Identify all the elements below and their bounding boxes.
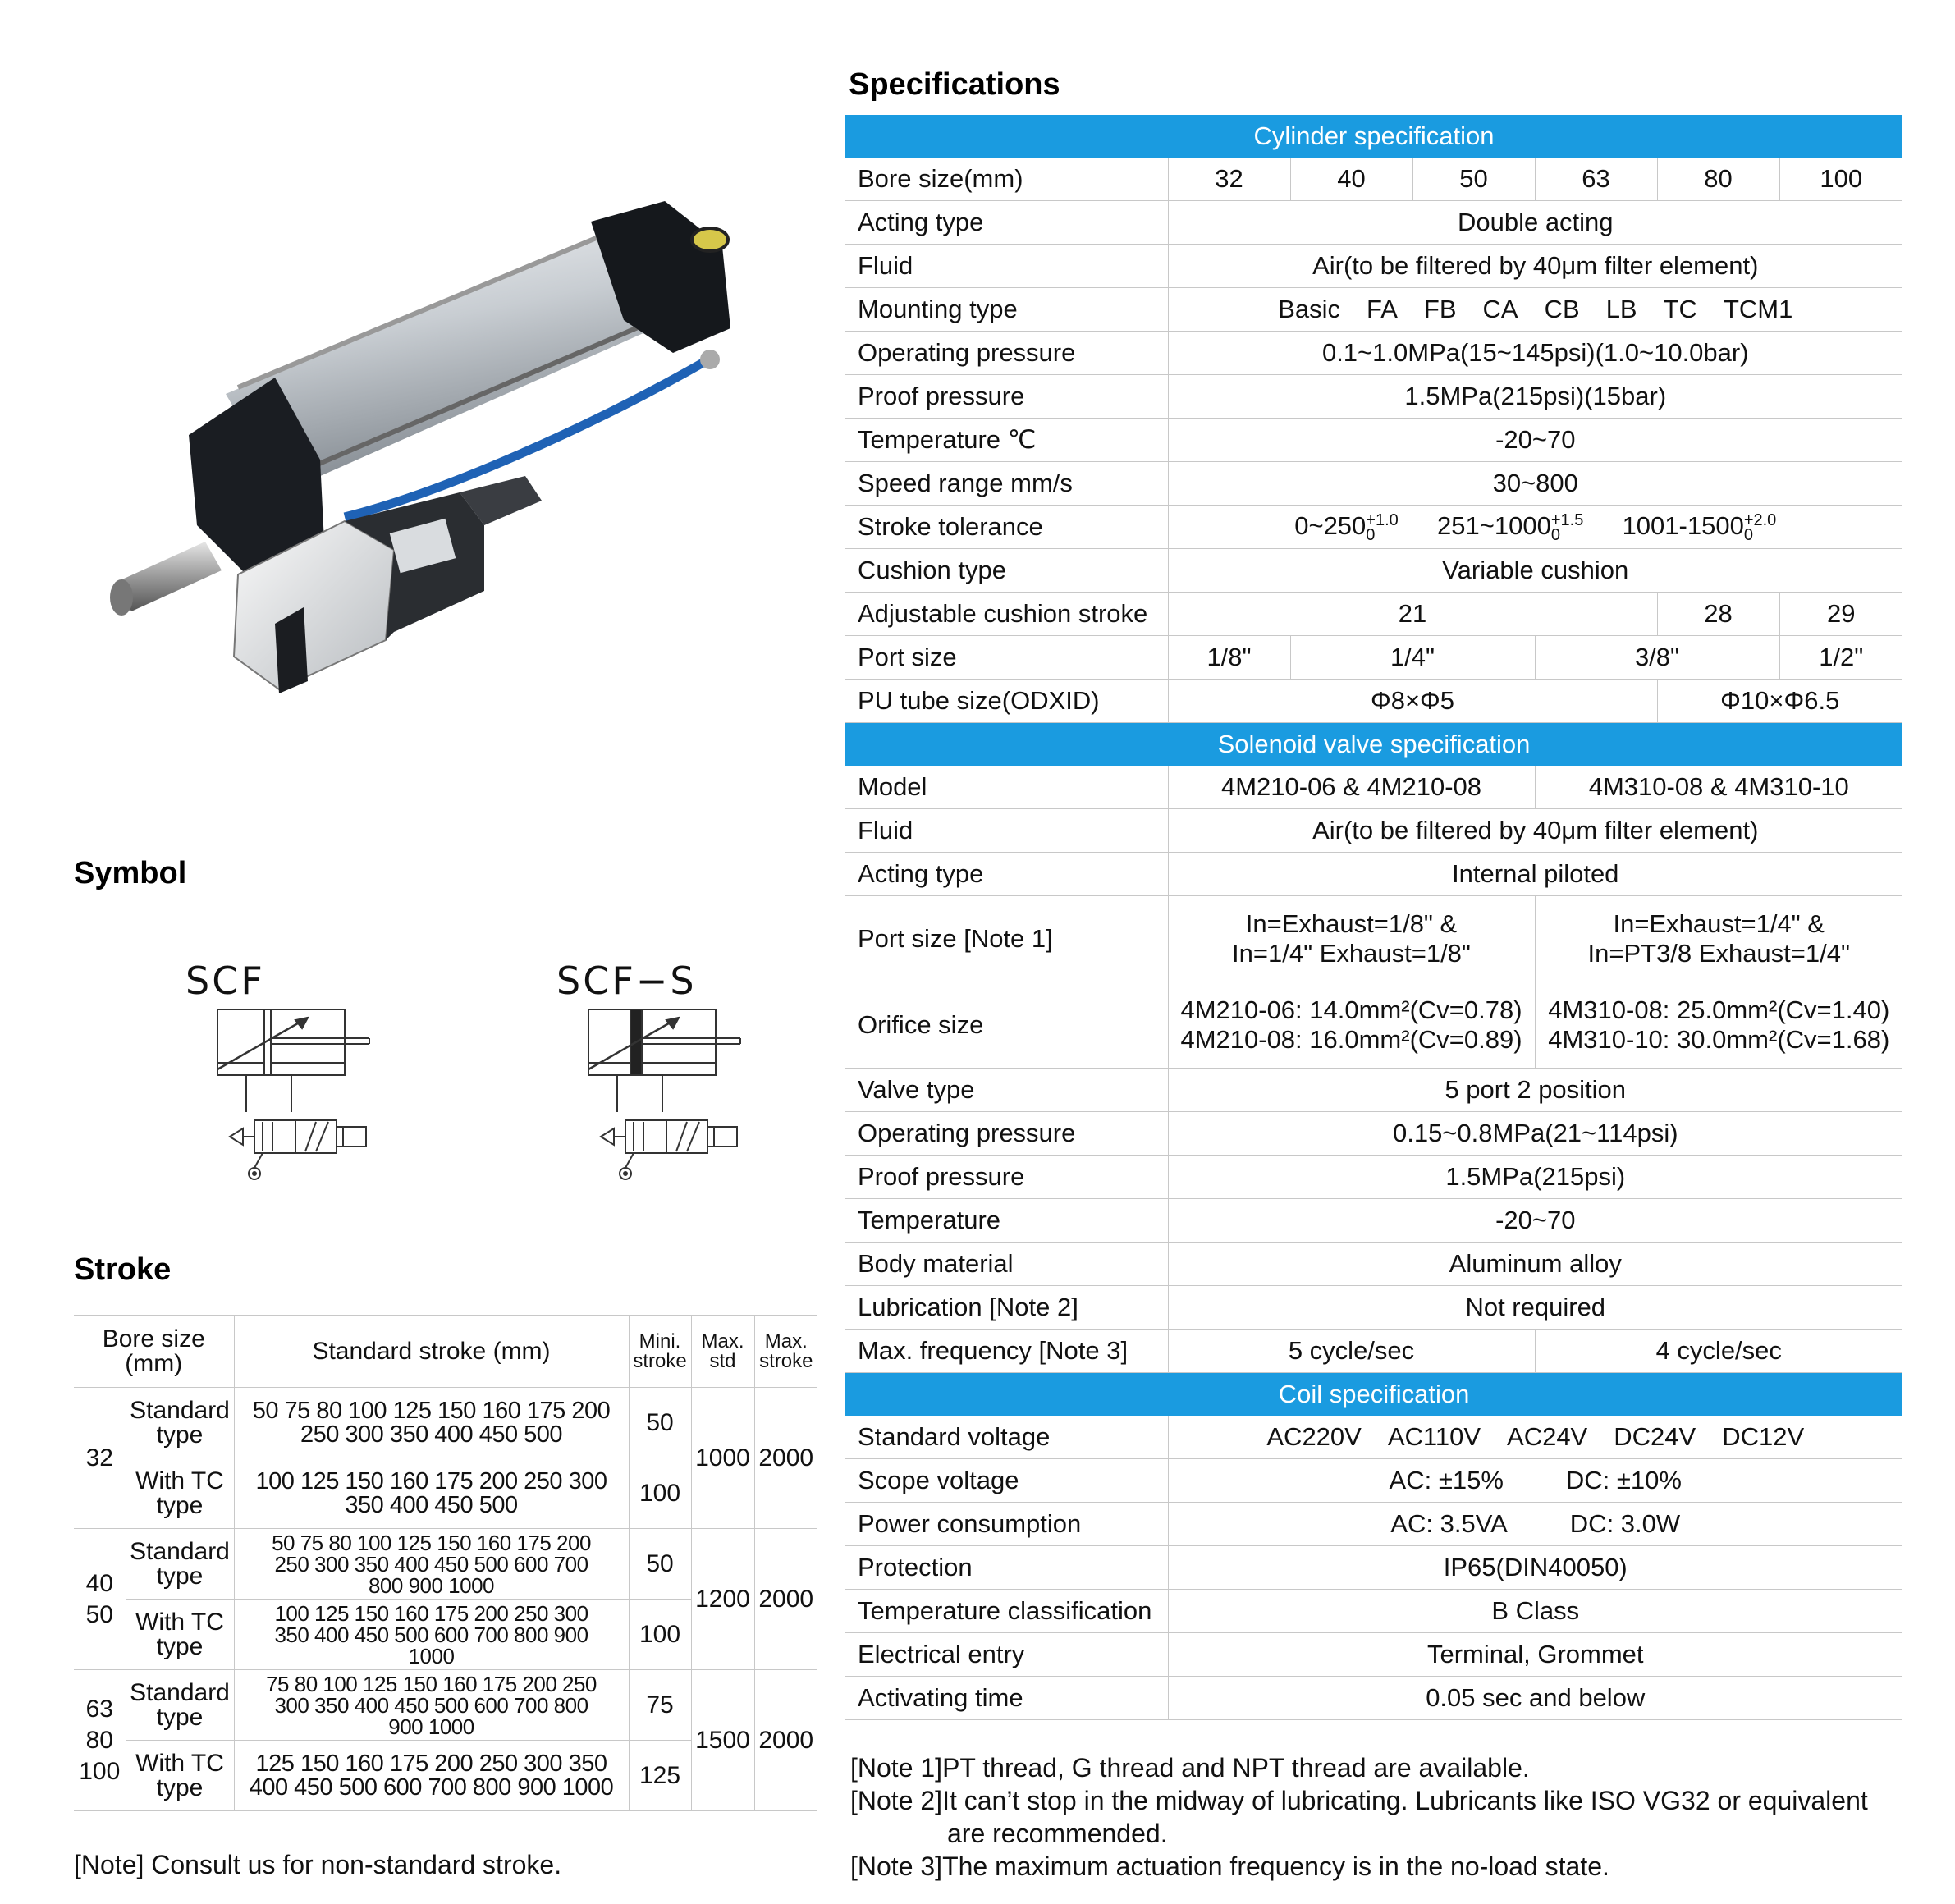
body-material-row: Body material Aluminum alloy — [845, 1243, 1902, 1286]
stroke-heading: Stroke — [74, 1252, 172, 1287]
scope-voltage-row: Scope voltage AC: ±15% DC: ±10% — [845, 1459, 1902, 1503]
model-row: Model 4M210-06 & 4M210-08 4M310-08 & 4M310-10 — [845, 766, 1902, 809]
lubrication-row: Lubrication [Note 2] Not required — [845, 1286, 1902, 1330]
operating-pressure-row: Operating pressure 0.1~1.0MPa(15~145psi)(1.0~10.0bar) — [845, 332, 1902, 375]
bore-size-row: Bore size(mm) 32 40 50 63 80 100 — [845, 158, 1902, 201]
solenoid-port-row: Port size [Note 1] In=Exhaust=1/8" & In=1/4" Exhaust=1/8" In=Exhaust=1/4" & In=PT3/8 Exhaust=1/4" — [845, 896, 1902, 982]
solenoid-acting-row: Acting type Internal piloted — [845, 853, 1902, 896]
electrical-entry-row: Electrical entry Terminal, Grommet — [845, 1633, 1902, 1677]
activating-time-row: Activating time 0.05 sec and below — [845, 1677, 1902, 1720]
symbol-heading: Symbol — [74, 856, 187, 890]
pu-tube-row: PU tube size(ODXID) Φ8×Φ5 Φ10×Φ6.5 — [845, 680, 1902, 723]
specifications-heading: Specifications — [849, 67, 1060, 102]
stroke-note: [Note] Consult us for non-standard stroke. — [74, 1850, 562, 1879]
note-2-continued: are recommended. — [947, 1819, 1168, 1848]
solenoid-fluid-row: Fluid Air(to be filtered by 40μm filter element) — [845, 809, 1902, 853]
stroke-table — [74, 1315, 817, 1811]
stroke-header-row: Bore size (mm) Standard stroke (mm) Mini. stroke Max. std Max. stroke — [74, 1316, 817, 1388]
stroke-row-63-100-standard: 63 80 100 Standard type 75 80 100 125 150 160 175 200 250 300 350 400 450 500 600 700 800 900 1000 75 1500 2000 — [74, 1670, 817, 1741]
port-size-row: Port size 1/8" 1/4" 3/8" 1/2" — [845, 636, 1902, 680]
spec-notes — [850, 1751, 1917, 1883]
standard-voltage-row: Standard voltage AC220V AC110V AC24V DC24V DC12V — [845, 1416, 1902, 1459]
mounting-type-row: Mounting type Basic FA FB CA CB LB TC TCM1 — [845, 288, 1902, 332]
max-frequency-row: Max. frequency [Note 3] 5 cycle/sec 4 cycle/sec — [845, 1330, 1902, 1373]
temperature-row: Temperature ℃ -20~70 — [845, 419, 1902, 462]
stroke-row-63-100-tc: With TC type 125 150 160 175 200 250 300 350 400 450 500 600 700 800 900 1000 125 — [74, 1741, 817, 1811]
symbol-scf-label: SCF — [185, 959, 265, 1003]
acting-type-row: Acting type Double acting — [845, 201, 1902, 245]
solenoid-spec-header: Solenoid valve specification — [845, 723, 1902, 767]
orifice-size-row: Orifice size 4M210-06: 14.0mm²(Cv=0.78) 4M210-08: 16.0mm²(Cv=0.89) 4M310-08: 25.0mm²(Cv=1.40) 4M310-10: 30.0mm²(Cv=1.68) — [845, 982, 1902, 1069]
fluid-row: Fluid Air(to be filtered by 40μm filter element) — [845, 245, 1902, 288]
specifications-table — [845, 115, 1902, 1720]
stroke-row-32-tc: With TC type 100 125 150 160 175 200 250 300 350 400 450 500 100 — [74, 1458, 817, 1529]
cylinder-product-image — [98, 197, 780, 706]
stroke-row-40-50-standard: 40 50 Standard type 50 75 80 100 125 150 160 175 200 250 300 350 400 450 500 600 700 800 900 1000 50 1200 2000 — [74, 1529, 817, 1600]
solenoid-op-pressure-row: Operating pressure 0.15~0.8MPa(21~114psi) — [845, 1112, 1902, 1156]
valve-type-row: Valve type 5 port 2 position — [845, 1069, 1902, 1112]
stroke-row-32-standard: 32 Standard type 50 75 80 100 125 150 160 175 200 250 300 350 400 450 500 50 1000 2000 — [74, 1388, 817, 1458]
protection-row: Protection IP65(DIN40050) — [845, 1546, 1902, 1590]
temperature-class-row: Temperature classification B Class — [845, 1590, 1902, 1633]
note-3: [Note 3]The maximum actuation frequency is in the no-load state. — [850, 1851, 1609, 1881]
coil-spec-header: Coil specification — [845, 1373, 1902, 1417]
symbol-scf-diagram — [213, 1005, 378, 1186]
adjustable-cushion-row: Adjustable cushion stroke 21 28 29 — [845, 593, 1902, 636]
solenoid-temp-row: Temperature -20~70 — [845, 1199, 1902, 1243]
note-2: [Note 2]It can’t stop in the midway of lubricating. Lubricants like ISO VG32 or equivalent — [850, 1786, 1868, 1815]
power-consumption-row: Power consumption AC: 3.5VA DC: 3.0W — [845, 1503, 1902, 1546]
proof-pressure-row: Proof pressure 1.5MPa(215psi)(15bar) — [845, 375, 1902, 419]
note-1: [Note 1]PT thread, G thread and NPT thread are available. — [850, 1753, 1530, 1783]
speed-range-row: Speed range mm/s 30~800 — [845, 462, 1902, 506]
symbol-scf-s-diagram — [584, 1005, 749, 1186]
stroke-row-40-50-tc: With TC type 100 125 150 160 175 200 250 300 350 400 450 500 600 700 800 900 1000 100 — [74, 1600, 817, 1670]
cylinder-spec-header: Cylinder specification — [845, 115, 1902, 158]
solenoid-proof-row: Proof pressure 1.5MPa(215psi) — [845, 1156, 1902, 1199]
cushion-type-row: Cushion type Variable cushion — [845, 549, 1902, 593]
stroke-tolerance-row: Stroke tolerance 0~250+1.0 0 251~1000+1.5 0 1001-1500+2.0 0 — [845, 506, 1902, 549]
symbol-scf-s-label: SCF−S — [556, 959, 697, 1003]
